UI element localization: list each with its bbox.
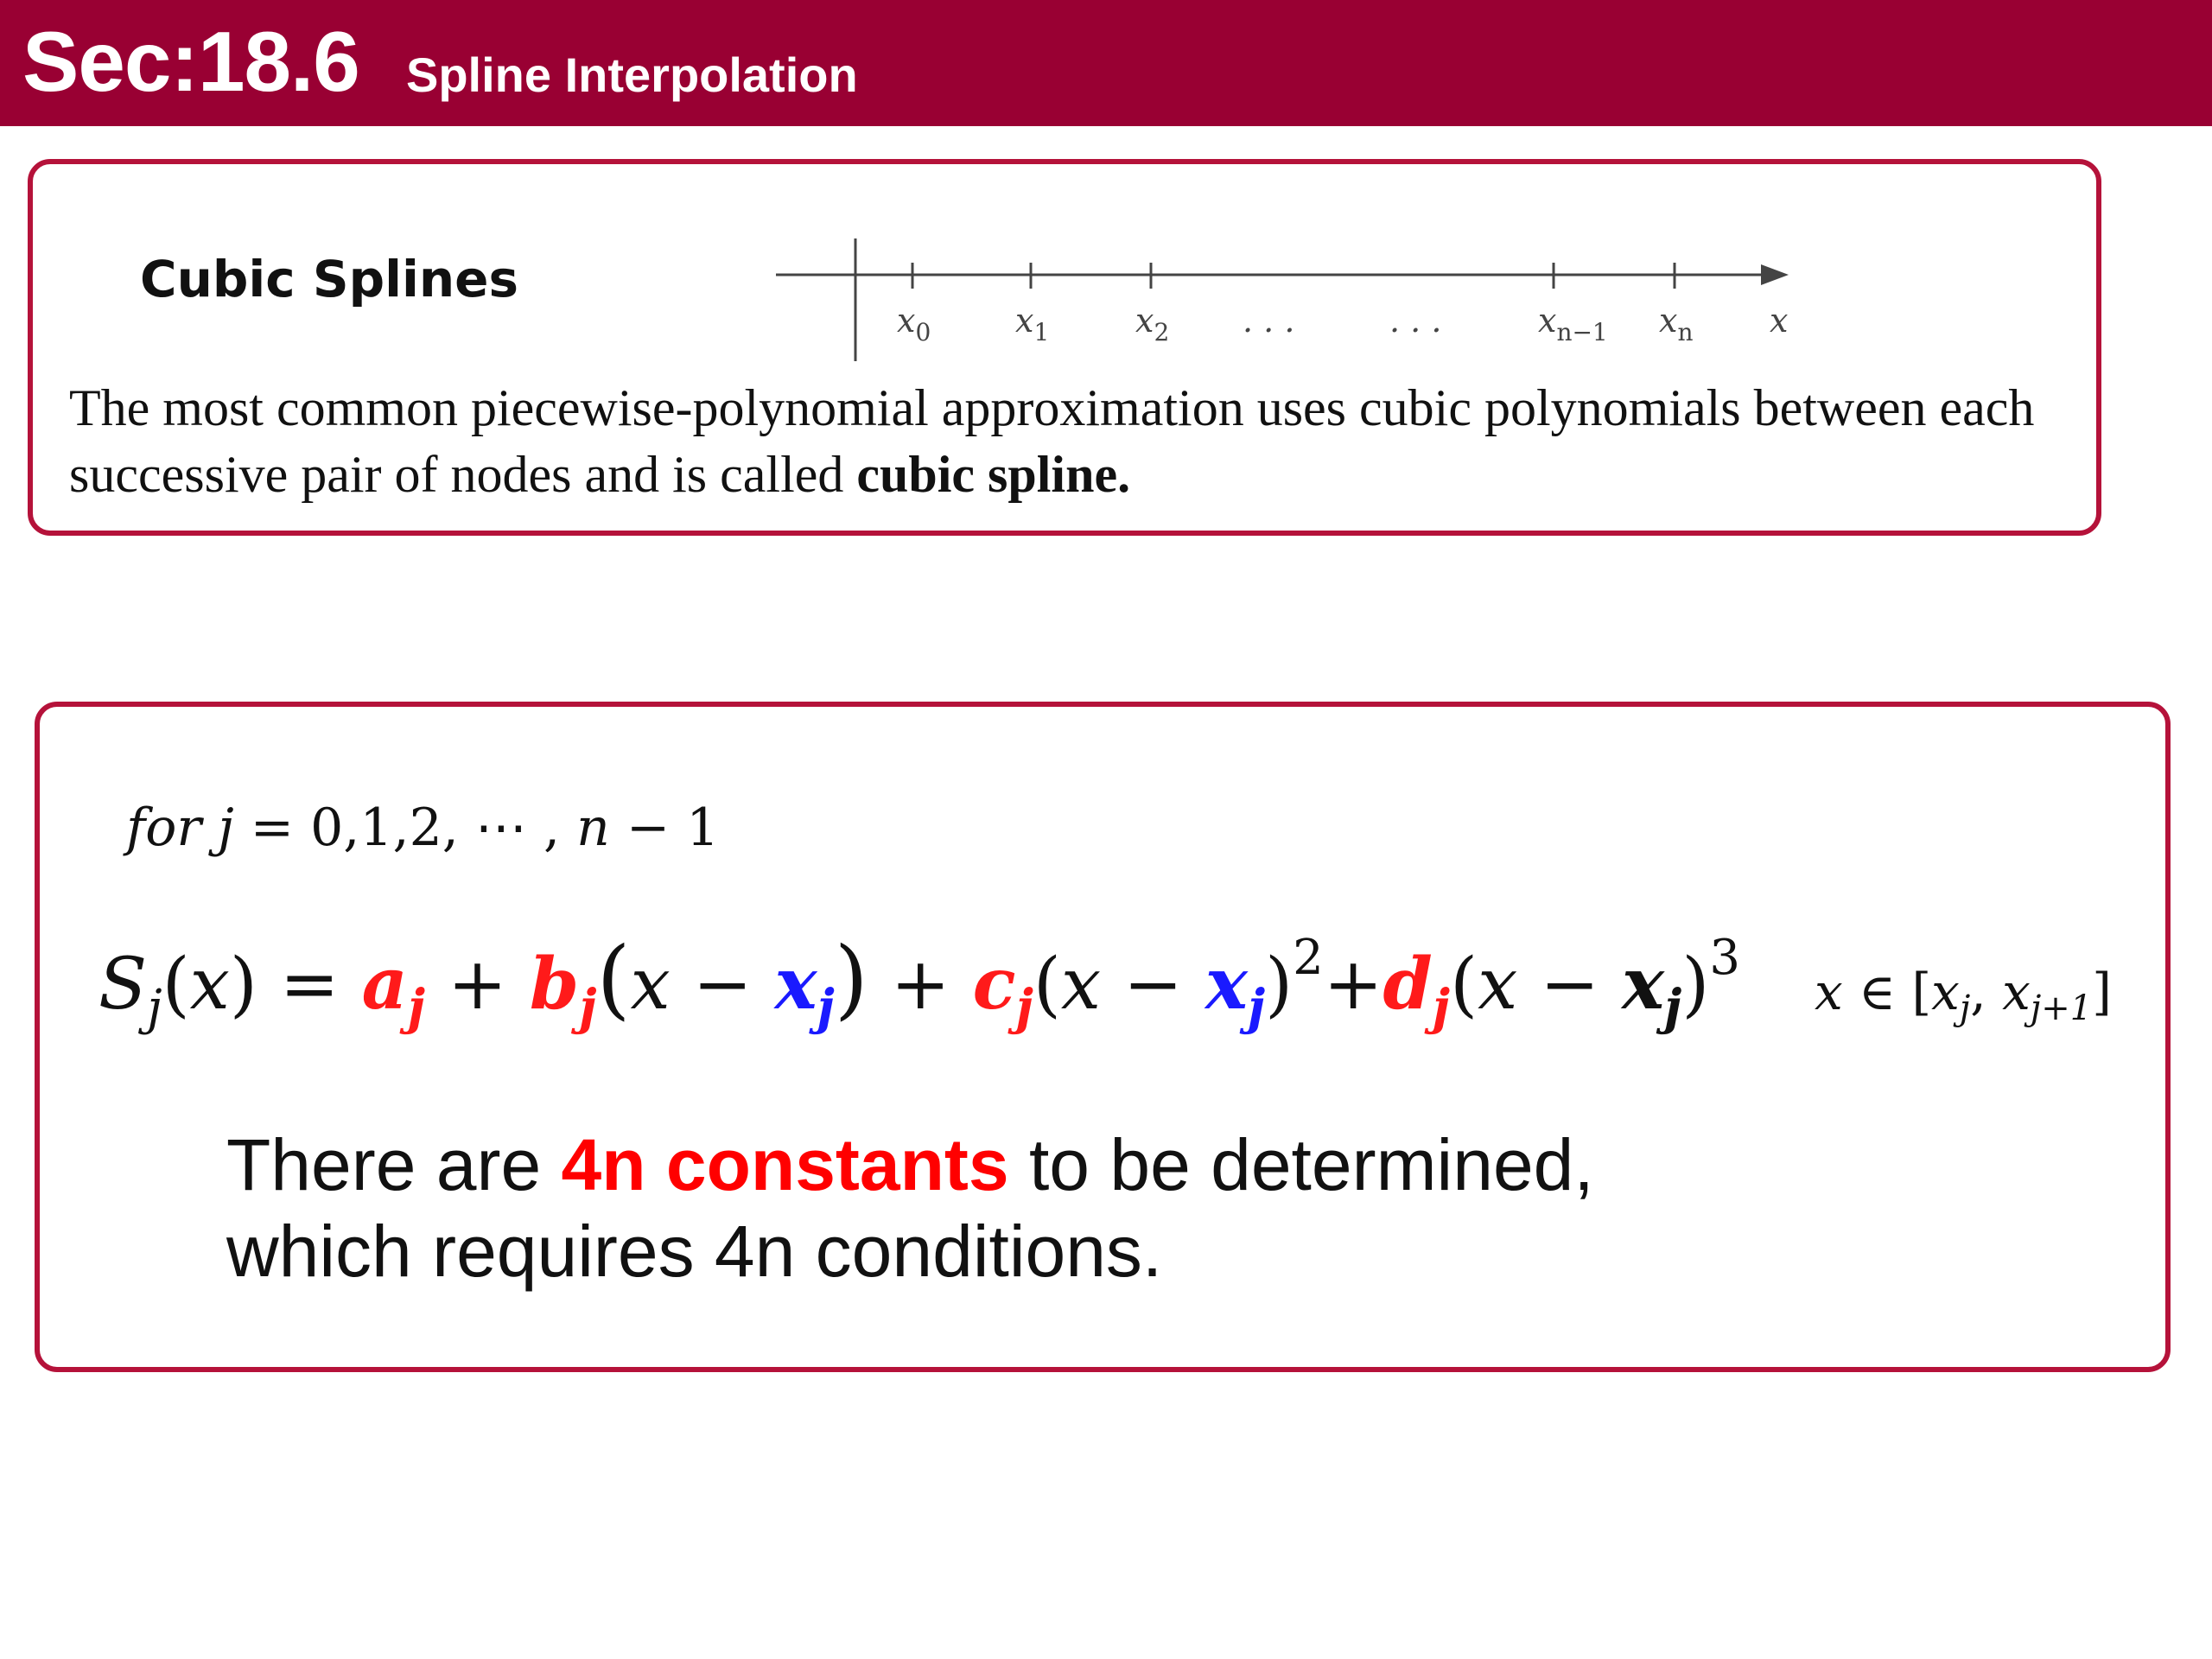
term3-xj-sub: j bbox=[1664, 979, 1682, 1036]
for-n: n bbox=[576, 798, 610, 858]
section-title: Spline Interpolation bbox=[406, 48, 858, 102]
cubic-splines-box bbox=[28, 159, 2101, 536]
constants-highlight: 4n constants bbox=[561, 1124, 1009, 1205]
constants-post: to be determined, bbox=[1008, 1124, 1594, 1205]
term3-xj: x bbox=[1622, 943, 1665, 1026]
term2-xj-sub: j bbox=[1247, 979, 1266, 1036]
coef-c-sub: j bbox=[1015, 979, 1033, 1036]
slide-header bbox=[0, 0, 2212, 126]
coef-c: c bbox=[972, 943, 1016, 1026]
axis-node-label: . . . bbox=[1389, 302, 1442, 340]
section-number: Sec:18.6 bbox=[22, 14, 359, 109]
square-exponent: 2 bbox=[1293, 930, 1324, 986]
interval-xj: x bbox=[1931, 963, 1960, 1021]
for-index: j bbox=[218, 798, 234, 858]
interval-comma: , bbox=[1970, 963, 2003, 1021]
coef-d-sub: j bbox=[1432, 979, 1451, 1036]
description-text: The most common piecewise-polynomial approximation uses cubic polynomials between each successive pair of nodes and is called bbox=[69, 379, 2035, 503]
cubic-spline-description bbox=[69, 375, 2091, 508]
index-range bbox=[126, 793, 719, 862]
constants-pre: There are bbox=[226, 1124, 562, 1205]
constants-line2: which requires 4n conditions. bbox=[226, 1211, 1163, 1292]
cube-exponent: 3 bbox=[1709, 930, 1740, 986]
term1-x: x bbox=[630, 944, 671, 1026]
interval-j1: j+1 bbox=[2030, 988, 2093, 1028]
constants-statement bbox=[226, 1122, 2041, 1294]
term2-x: x bbox=[1060, 944, 1102, 1026]
axis-node-label: $x_n$ bbox=[1659, 302, 1694, 346]
coef-b-sub: j bbox=[579, 979, 597, 1036]
term1-xj-sub: j bbox=[817, 979, 835, 1036]
interval-close: ] bbox=[2092, 963, 2112, 1021]
term2-xj: x bbox=[1205, 943, 1248, 1026]
description-bold-term: cubic spline. bbox=[856, 446, 1131, 503]
axis-node-label: $x_1$ bbox=[1015, 302, 1050, 346]
coef-b: b bbox=[529, 943, 580, 1026]
cubic-spline-formula: $S_j(x) = a_j + b_j(x - x_j) + c_j(x - x_j)^2+d_j(x - x_j)^3$ bbox=[99, 928, 1740, 1036]
term1-xj: x bbox=[774, 943, 817, 1026]
interval-in: ∈ [ bbox=[1842, 963, 1932, 1021]
term3-x: x bbox=[1478, 944, 1518, 1026]
for-eq: = 0,1,2, ⋯ , bbox=[233, 798, 577, 858]
axis-node-label: $x_2$ bbox=[1135, 302, 1170, 346]
coef-a: a bbox=[361, 943, 408, 1026]
cubic-splines-heading: Cubic Splines bbox=[140, 250, 519, 308]
interval-xj1: x bbox=[2002, 963, 2031, 1021]
formula-x: x bbox=[189, 944, 230, 1026]
interval-condition bbox=[1815, 957, 2112, 1027]
for-word: for bbox=[126, 798, 202, 858]
axis-arrowhead bbox=[1761, 264, 1789, 285]
axis-label-x: x bbox=[1770, 302, 1789, 340]
formula-S-sub: j bbox=[147, 980, 162, 1036]
for-tail: − 1 bbox=[609, 798, 720, 858]
axis-node-label: $x_{n-1}$ bbox=[1538, 302, 1608, 346]
coef-d: d bbox=[1382, 943, 1433, 1026]
coef-a-sub: j bbox=[407, 979, 426, 1036]
interval-x: x bbox=[1815, 963, 1843, 1021]
spline-formula-box bbox=[35, 702, 2171, 1372]
formula-S: S bbox=[99, 944, 148, 1026]
axis-node-label: . . . bbox=[1243, 302, 1295, 340]
interval-j: j bbox=[1959, 988, 1971, 1028]
axis-node-label: $x_0$ bbox=[897, 302, 931, 346]
